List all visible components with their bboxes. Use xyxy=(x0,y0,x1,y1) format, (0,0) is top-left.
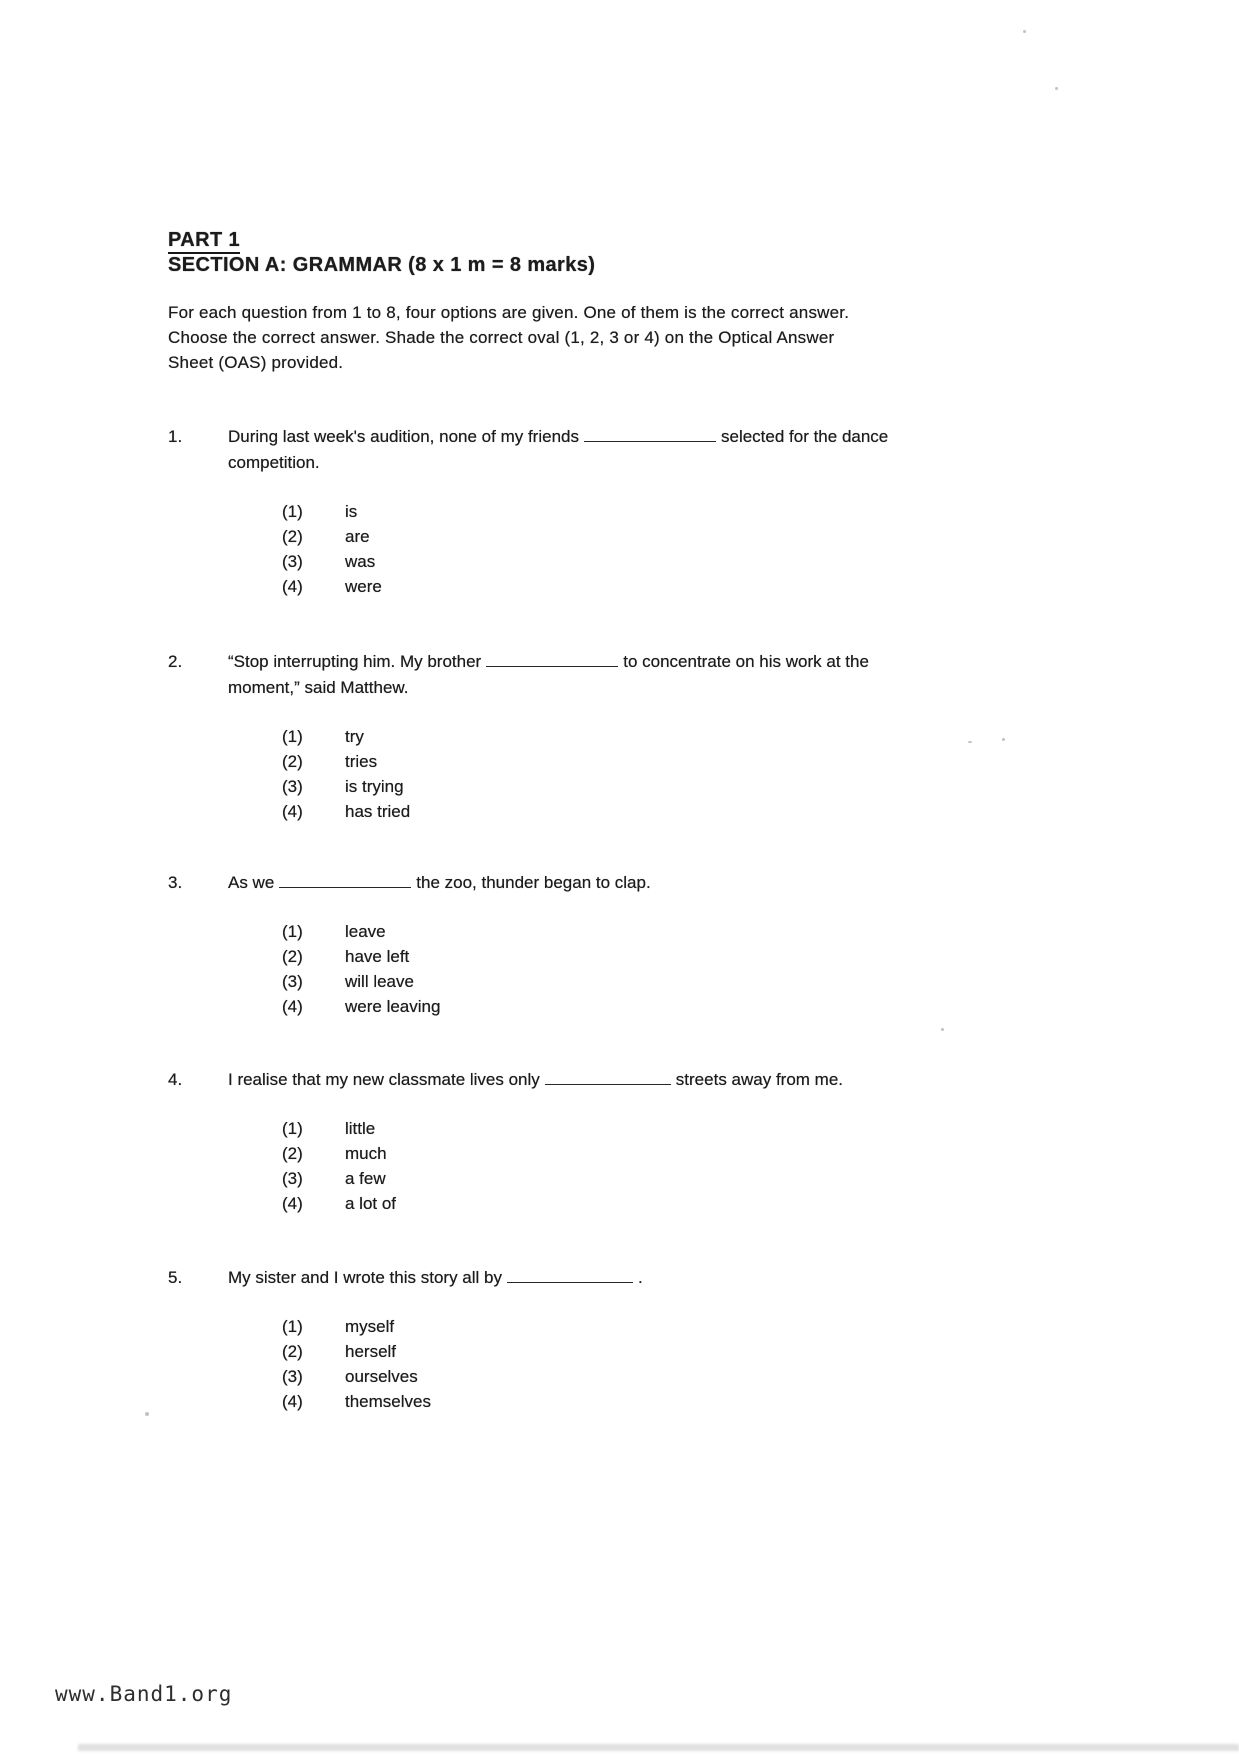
option-row: (3) is trying xyxy=(282,777,404,796)
option-row: (1) try xyxy=(282,727,364,746)
option-row: (3) ourselves xyxy=(282,1367,418,1386)
question-4-number: 4. xyxy=(168,1070,183,1089)
question-1-stem: During last week's audition, none of my friends selected for the dance competition. xyxy=(228,427,889,472)
option-row: (4) has tried xyxy=(282,802,411,821)
option-row: (2) have left xyxy=(282,947,410,966)
scan-speck xyxy=(968,741,972,743)
question-1-options xyxy=(282,499,908,599)
question-4-stem: I realise that my new classmate lives only streets away from me. xyxy=(228,1070,844,1089)
answer-blank xyxy=(486,653,618,667)
option-row: (1) is xyxy=(282,502,358,521)
question-4-options xyxy=(282,1116,948,1216)
option-row: (4) themselves xyxy=(282,1392,431,1411)
instructions xyxy=(168,300,968,375)
scan-edge-strip xyxy=(78,1744,1239,1751)
question-5 xyxy=(168,1265,948,1414)
question-1 xyxy=(168,424,908,599)
answer-blank xyxy=(507,1269,633,1283)
answer-blank xyxy=(279,874,411,888)
part-title xyxy=(168,228,240,253)
section-title: SECTION A: GRAMMAR (8 x 1 m = 8 marks) xyxy=(168,254,596,276)
question-3-options xyxy=(282,919,938,1019)
instructions-line-2: Choose the correct answer. Shade the correct oval (1, 2, 3 or 4) on the Optical Answer xyxy=(168,328,835,347)
option-row: (2) are xyxy=(282,527,370,546)
option-row: (4) were leaving xyxy=(282,997,441,1016)
option-row: (3) was xyxy=(282,552,376,571)
question-5-stem: My sister and I wrote this story all by . xyxy=(228,1268,643,1287)
option-row: (1) little xyxy=(282,1119,376,1138)
question-1-number: 1. xyxy=(168,427,183,446)
question-5-number: 5. xyxy=(168,1268,183,1287)
answer-blank xyxy=(545,1071,671,1085)
part-title-text: PART 1 xyxy=(168,229,240,254)
option-row: (3) a few xyxy=(282,1169,386,1188)
scan-speck xyxy=(941,1028,944,1031)
question-4 xyxy=(168,1067,948,1216)
question-2-stem: “Stop interrupting him. My brother to concentrate on his work at the moment,” said Matthew. xyxy=(228,652,869,697)
scan-speck xyxy=(1023,30,1026,33)
question-3 xyxy=(168,870,938,1019)
watermark-url: www.Band1.org xyxy=(55,1682,233,1706)
option-row: (2) much xyxy=(282,1144,387,1163)
instructions-line-1: For each question from 1 to 8, four options are given. One of them is the correct answer. xyxy=(168,303,850,322)
question-2-options xyxy=(282,724,928,824)
option-row: (1) leave xyxy=(282,922,386,941)
option-row: (3) will leave xyxy=(282,972,414,991)
answer-blank xyxy=(584,428,716,442)
question-2 xyxy=(168,649,928,824)
scan-speck xyxy=(1002,738,1005,741)
question-3-number: 3. xyxy=(168,873,183,892)
instructions-line-3: Sheet (OAS) provided. xyxy=(168,353,344,372)
question-3-stem: As we the zoo, thunder began to clap. xyxy=(228,873,651,892)
scan-speck xyxy=(145,1412,149,1416)
question-2-number: 2. xyxy=(168,652,183,671)
option-row: (4) a lot of xyxy=(282,1194,397,1213)
option-row: (2) tries xyxy=(282,752,378,771)
question-5-options xyxy=(282,1314,948,1414)
option-row: (2) herself xyxy=(282,1342,397,1361)
option-row: (4) were xyxy=(282,577,382,596)
scan-speck xyxy=(1055,87,1058,90)
option-row: (1) myself xyxy=(282,1317,395,1336)
